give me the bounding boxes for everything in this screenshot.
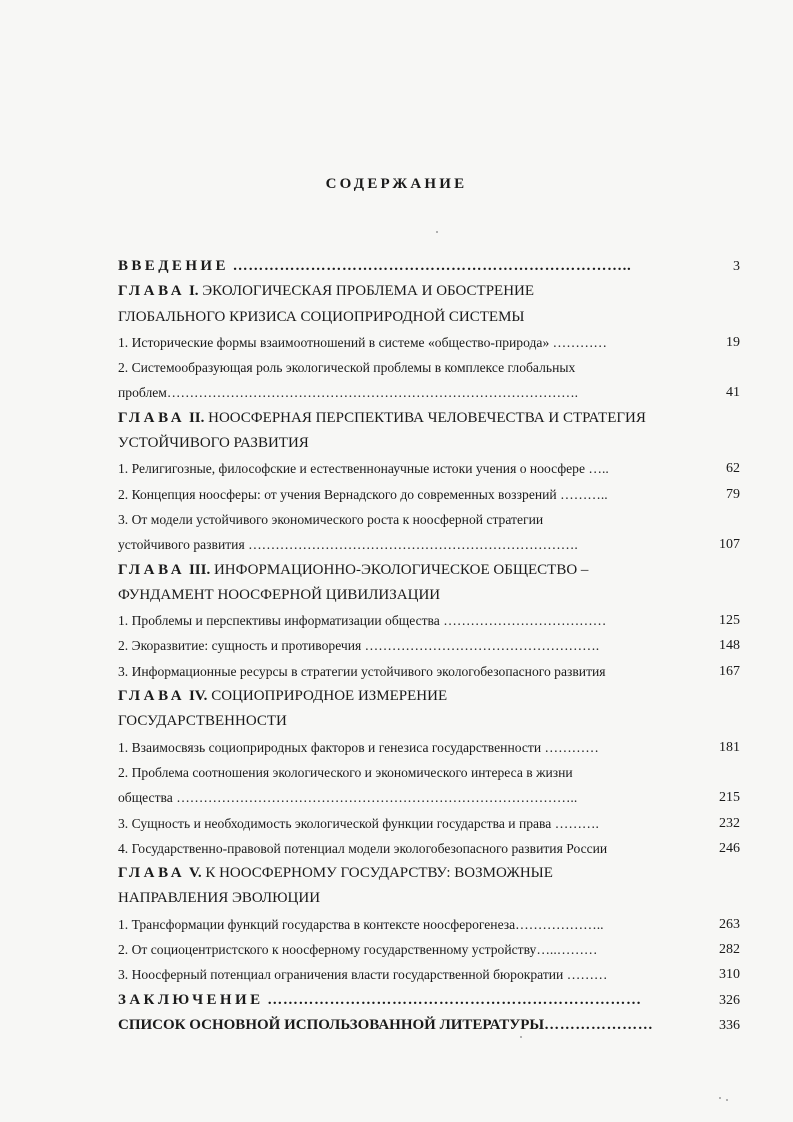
toc-entry-text: проблем……………………………………………………………………………….	[118, 385, 579, 401]
chapter-title-continuation: ГЛОБАЛЬНОГО КРИЗИСА СОЦИОПРИРОДНОЙ СИСТЕМЫ	[118, 308, 525, 325]
toc-entry-2-3[interactable]	[118, 507, 740, 532]
toc-entry-3-3[interactable]	[118, 659, 740, 684]
toc-entry-1-2-cont[interactable]	[118, 380, 740, 405]
toc-chapter-1-heading[interactable]	[118, 279, 740, 304]
toc-entry-3-1[interactable]	[118, 608, 740, 633]
toc-page-number: 107	[719, 537, 740, 553]
toc-entry-5-3[interactable]	[118, 962, 740, 987]
toc-entry-label: СПИСОК ОСНОВНОЙ ИСПОЛЬЗОВАННОЙ ЛИТЕРАТУРЫ	[118, 1016, 545, 1033]
toc-entry-2-2[interactable]	[118, 482, 740, 507]
toc-chapter-5-heading[interactable]	[118, 861, 740, 886]
chapter-label: ГЛАВА	[118, 409, 186, 426]
chapter-title: ЭКОЛОГИЧЕСКАЯ ПРОБЛЕМА И ОБОСТРЕНИЕ	[202, 283, 535, 300]
toc-page-number: 41	[726, 385, 740, 401]
toc-entry-text: 4. Государственно-правовой потенциал модели экологобезопасного развития России	[118, 840, 608, 856]
toc-entry-4-2[interactable]	[118, 760, 740, 785]
toc-entry-5-2[interactable]	[118, 937, 740, 962]
chapter-title-continuation: НАПРАВЛЕНИЯ ЭВОЛЮЦИИ	[118, 890, 321, 907]
scan-speck	[726, 1099, 728, 1101]
scan-speck	[719, 1097, 721, 1099]
toc-page-number: 125	[719, 613, 740, 629]
toc-entry-5-1[interactable]	[118, 912, 740, 937]
toc-entry-4-2-cont[interactable]	[118, 785, 740, 810]
toc-entry-2-1[interactable]	[118, 456, 740, 481]
chapter-title-continuation: УСТОЙЧИВОГО РАЗВИТИЯ	[118, 435, 309, 452]
toc-entry-text: 2. Концепция ноосферы: от учения Вернадского до современных воззрений ………..	[118, 486, 608, 502]
toc-entry-text: 1. Исторические формы взаимоотношений в системе «общество-природа» …………	[118, 334, 608, 350]
chapter-title-continuation: ГОСУДАРСТВЕННОСТИ	[118, 713, 287, 730]
toc-chapter-1-heading-cont[interactable]	[118, 305, 740, 330]
toc-entry-text: 2. Экоразвитие: сущность и противоречия …………………………………………….	[118, 638, 600, 654]
toc-page-number: 167	[719, 663, 740, 679]
chapter-label: ГЛАВА	[118, 283, 186, 300]
toc-entry-text: 3. Информационные ресурсы в стратегии устойчивого экологобезопасного развития	[118, 663, 606, 679]
chapter-title: К НООСФЕРНОМУ ГОСУДАРСТВУ: ВОЗМОЖНЫЕ	[205, 865, 553, 882]
toc-page-number: 79	[726, 486, 740, 502]
toc-entry-label: ВВЕДЕНИЕ	[118, 258, 229, 274]
toc-entry-text: 1. Религигозные, философские и естественнонаучные истоки учения о ноосфере …..	[118, 461, 609, 477]
toc-entry-text: 1. Трансформации функций государства в контексте ноосферогенеза………………..	[118, 916, 604, 932]
toc-entry-1-1[interactable]	[118, 330, 740, 355]
toc-entry-text: 1. Проблемы и перспективы информатизации общества ………………………………	[118, 613, 607, 629]
scan-speck	[520, 1036, 522, 1038]
toc-page-number: 3	[733, 259, 740, 274]
toc-entry-text: 3. От модели устойчивого экономического роста к ноосферной стратегии	[118, 511, 544, 527]
toc-page-number: 246	[719, 840, 740, 856]
toc-page-number: 310	[719, 967, 740, 983]
toc-chapter-3-heading-cont[interactable]	[118, 583, 740, 608]
chapter-number: III.	[188, 561, 211, 578]
chapter-number: II.	[188, 409, 205, 426]
toc-entry-3-2[interactable]	[118, 633, 740, 658]
toc-entry-text: 2. От социоцентристского к ноосферному государственному устройству…..………	[118, 942, 598, 958]
toc-page-number: 326	[719, 992, 740, 1008]
toc-entry-4-3[interactable]	[118, 811, 740, 836]
toc-entry-text: 3. Сущность и необходимость экологической функции государства и права ……….	[118, 815, 599, 831]
toc-entry-text: 2. Проблема соотношения экологического и экономического интереса в жизни	[118, 764, 573, 780]
toc-entry-4-4[interactable]	[118, 836, 740, 861]
toc-page-number: 19	[726, 334, 740, 350]
toc-leader-dots: …………………	[544, 1016, 654, 1033]
toc-page-number: 215	[719, 790, 740, 806]
chapter-title: НООСФЕРНАЯ ПЕРСПЕКТИВА ЧЕЛОВЕЧЕСТВА И СТРАТЕГИЯ	[208, 409, 646, 426]
toc-leader-dots: ………………………………………………………………	[267, 991, 642, 1008]
scan-speck	[436, 231, 438, 233]
toc-page-number: 263	[719, 916, 740, 932]
chapter-number: IV.	[188, 688, 208, 705]
chapter-number: I.	[188, 283, 199, 300]
chapter-number: V.	[188, 865, 202, 882]
chapter-title: ИНФОРМАЦИОННО-ЭКОЛОГИЧЕСКОЕ ОБЩЕСТВО –	[213, 561, 589, 578]
toc-chapter-4-heading[interactable]	[118, 684, 740, 709]
toc-chapter-2-heading-cont[interactable]	[118, 431, 740, 456]
toc-entry-1-2[interactable]	[118, 355, 740, 380]
toc-chapter-4-heading-cont[interactable]	[118, 709, 740, 734]
toc-chapter-3-heading[interactable]	[118, 558, 740, 583]
toc-entry-text: общества ……………………………………………………………………………..	[118, 790, 578, 806]
toc-entry-text: 2. Системообразующая роль экологической проблемы в комплексе глобальных	[118, 360, 576, 376]
toc-chapter-5-heading-cont[interactable]	[118, 886, 740, 911]
toc-entry-conclusion[interactable]	[118, 988, 740, 1013]
chapter-title-continuation: ФУНДАМЕНТ НООСФЕРНОЙ ЦИВИЛИЗАЦИИ	[118, 586, 441, 603]
toc-chapter-2-heading[interactable]	[118, 406, 740, 431]
toc-entry-4-1[interactable]	[118, 735, 740, 760]
toc-page-number: 62	[726, 461, 740, 477]
toc-page-number: 148	[719, 638, 740, 654]
toc-entry-bibliography[interactable]	[118, 1013, 740, 1038]
toc-page-number: 181	[719, 739, 740, 755]
chapter-label: ГЛАВА	[118, 865, 186, 882]
chapter-label: ГЛАВА	[118, 561, 186, 578]
table-of-contents	[118, 254, 740, 1038]
toc-entry-text: 1. Взаимосвязь социоприродных факторов и генезиса государственности …………	[118, 739, 599, 755]
chapter-title: СОЦИОПРИРОДНОЕ ИЗМЕРЕНИЕ	[211, 688, 448, 705]
toc-entry-label: ЗАКЛЮЧЕНИЕ	[118, 991, 264, 1008]
toc-leader-dots: …………………………………………………………………..	[232, 258, 632, 274]
page-title: СОДЕРЖАНИЕ	[325, 176, 468, 192]
toc-entry-introduction[interactable]	[118, 254, 740, 279]
toc-page-number: 232	[719, 815, 740, 831]
toc-page-number: 282	[719, 942, 740, 958]
chapter-label: ГЛАВА	[118, 688, 186, 705]
toc-entry-2-3-cont[interactable]	[118, 532, 740, 557]
toc-entry-text: 3. Ноосферный потенциал ограничения власти государственной бюрократии ………	[118, 967, 608, 983]
toc-entry-text: устойчивого развития ……………………………………………………………….	[118, 537, 578, 553]
toc-page-number: 336	[719, 1017, 740, 1033]
